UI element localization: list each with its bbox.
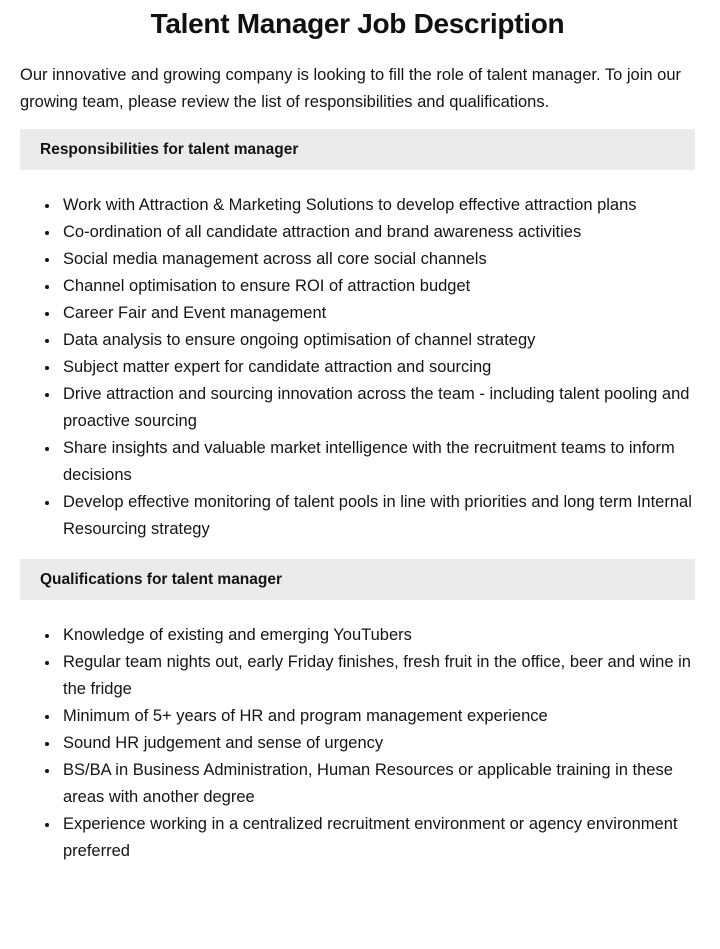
qualifications-list bbox=[20, 622, 695, 865]
list-item: • Career Fair and Event management bbox=[60, 300, 695, 327]
section-qualifications bbox=[20, 559, 695, 865]
qualifications-section-heading: Qualifications for talent manager bbox=[20, 559, 695, 600]
list-item: • Regular team nights out, early Friday finishes, fresh fruit in the office, beer and wine in the fridge bbox=[60, 649, 695, 703]
list-item: • BS/BA in Business Administration, Human Resources or applicable training in these areas with another degree bbox=[60, 757, 695, 811]
section-responsibilities bbox=[20, 129, 695, 543]
list-item: • Channel optimisation to ensure ROI of attraction budget bbox=[60, 273, 695, 300]
list-item: • Subject matter expert for candidate attraction and sourcing bbox=[60, 354, 695, 381]
page-title: Talent Manager Job Description bbox=[150, 8, 565, 39]
list-item: • Minimum of 5+ years of HR and program management experience bbox=[60, 703, 695, 730]
list-item: • Work with Attraction & Marketing Solutions to develop effective attraction plans bbox=[60, 192, 695, 219]
list-item: • Share insights and valuable market intelligence with the recruitment teams to inform decisions bbox=[60, 435, 695, 489]
responsibilities-section-heading: Responsibilities for talent manager bbox=[20, 129, 695, 170]
list-item: • Drive attraction and sourcing innovation across the team - including talent pooling and proactive sourcing bbox=[60, 381, 695, 435]
list-item: • Sound HR judgement and sense of urgency bbox=[60, 730, 695, 757]
responsibilities-list bbox=[20, 192, 695, 543]
list-item: • Co-ordination of all candidate attraction and brand awareness activities bbox=[60, 219, 695, 246]
list-item: • Data analysis to ensure ongoing optimisation of channel strategy bbox=[60, 327, 695, 354]
list-item: • Experience working in a centralized recruitment environment or agency environment preferred bbox=[60, 811, 695, 865]
list-item: • Knowledge of existing and emerging YouTubers bbox=[60, 622, 695, 649]
list-item: • Social media management across all core social channels bbox=[60, 246, 695, 273]
intro-paragraph: Our innovative and growing company is looking to fill the role of talent manager. To join our growing team, please review the list of responsibilities and qualifications. bbox=[20, 66, 681, 111]
list-item: • Develop effective monitoring of talent pools in line with priorities and long term Internal Resourcing strategy bbox=[60, 489, 695, 543]
